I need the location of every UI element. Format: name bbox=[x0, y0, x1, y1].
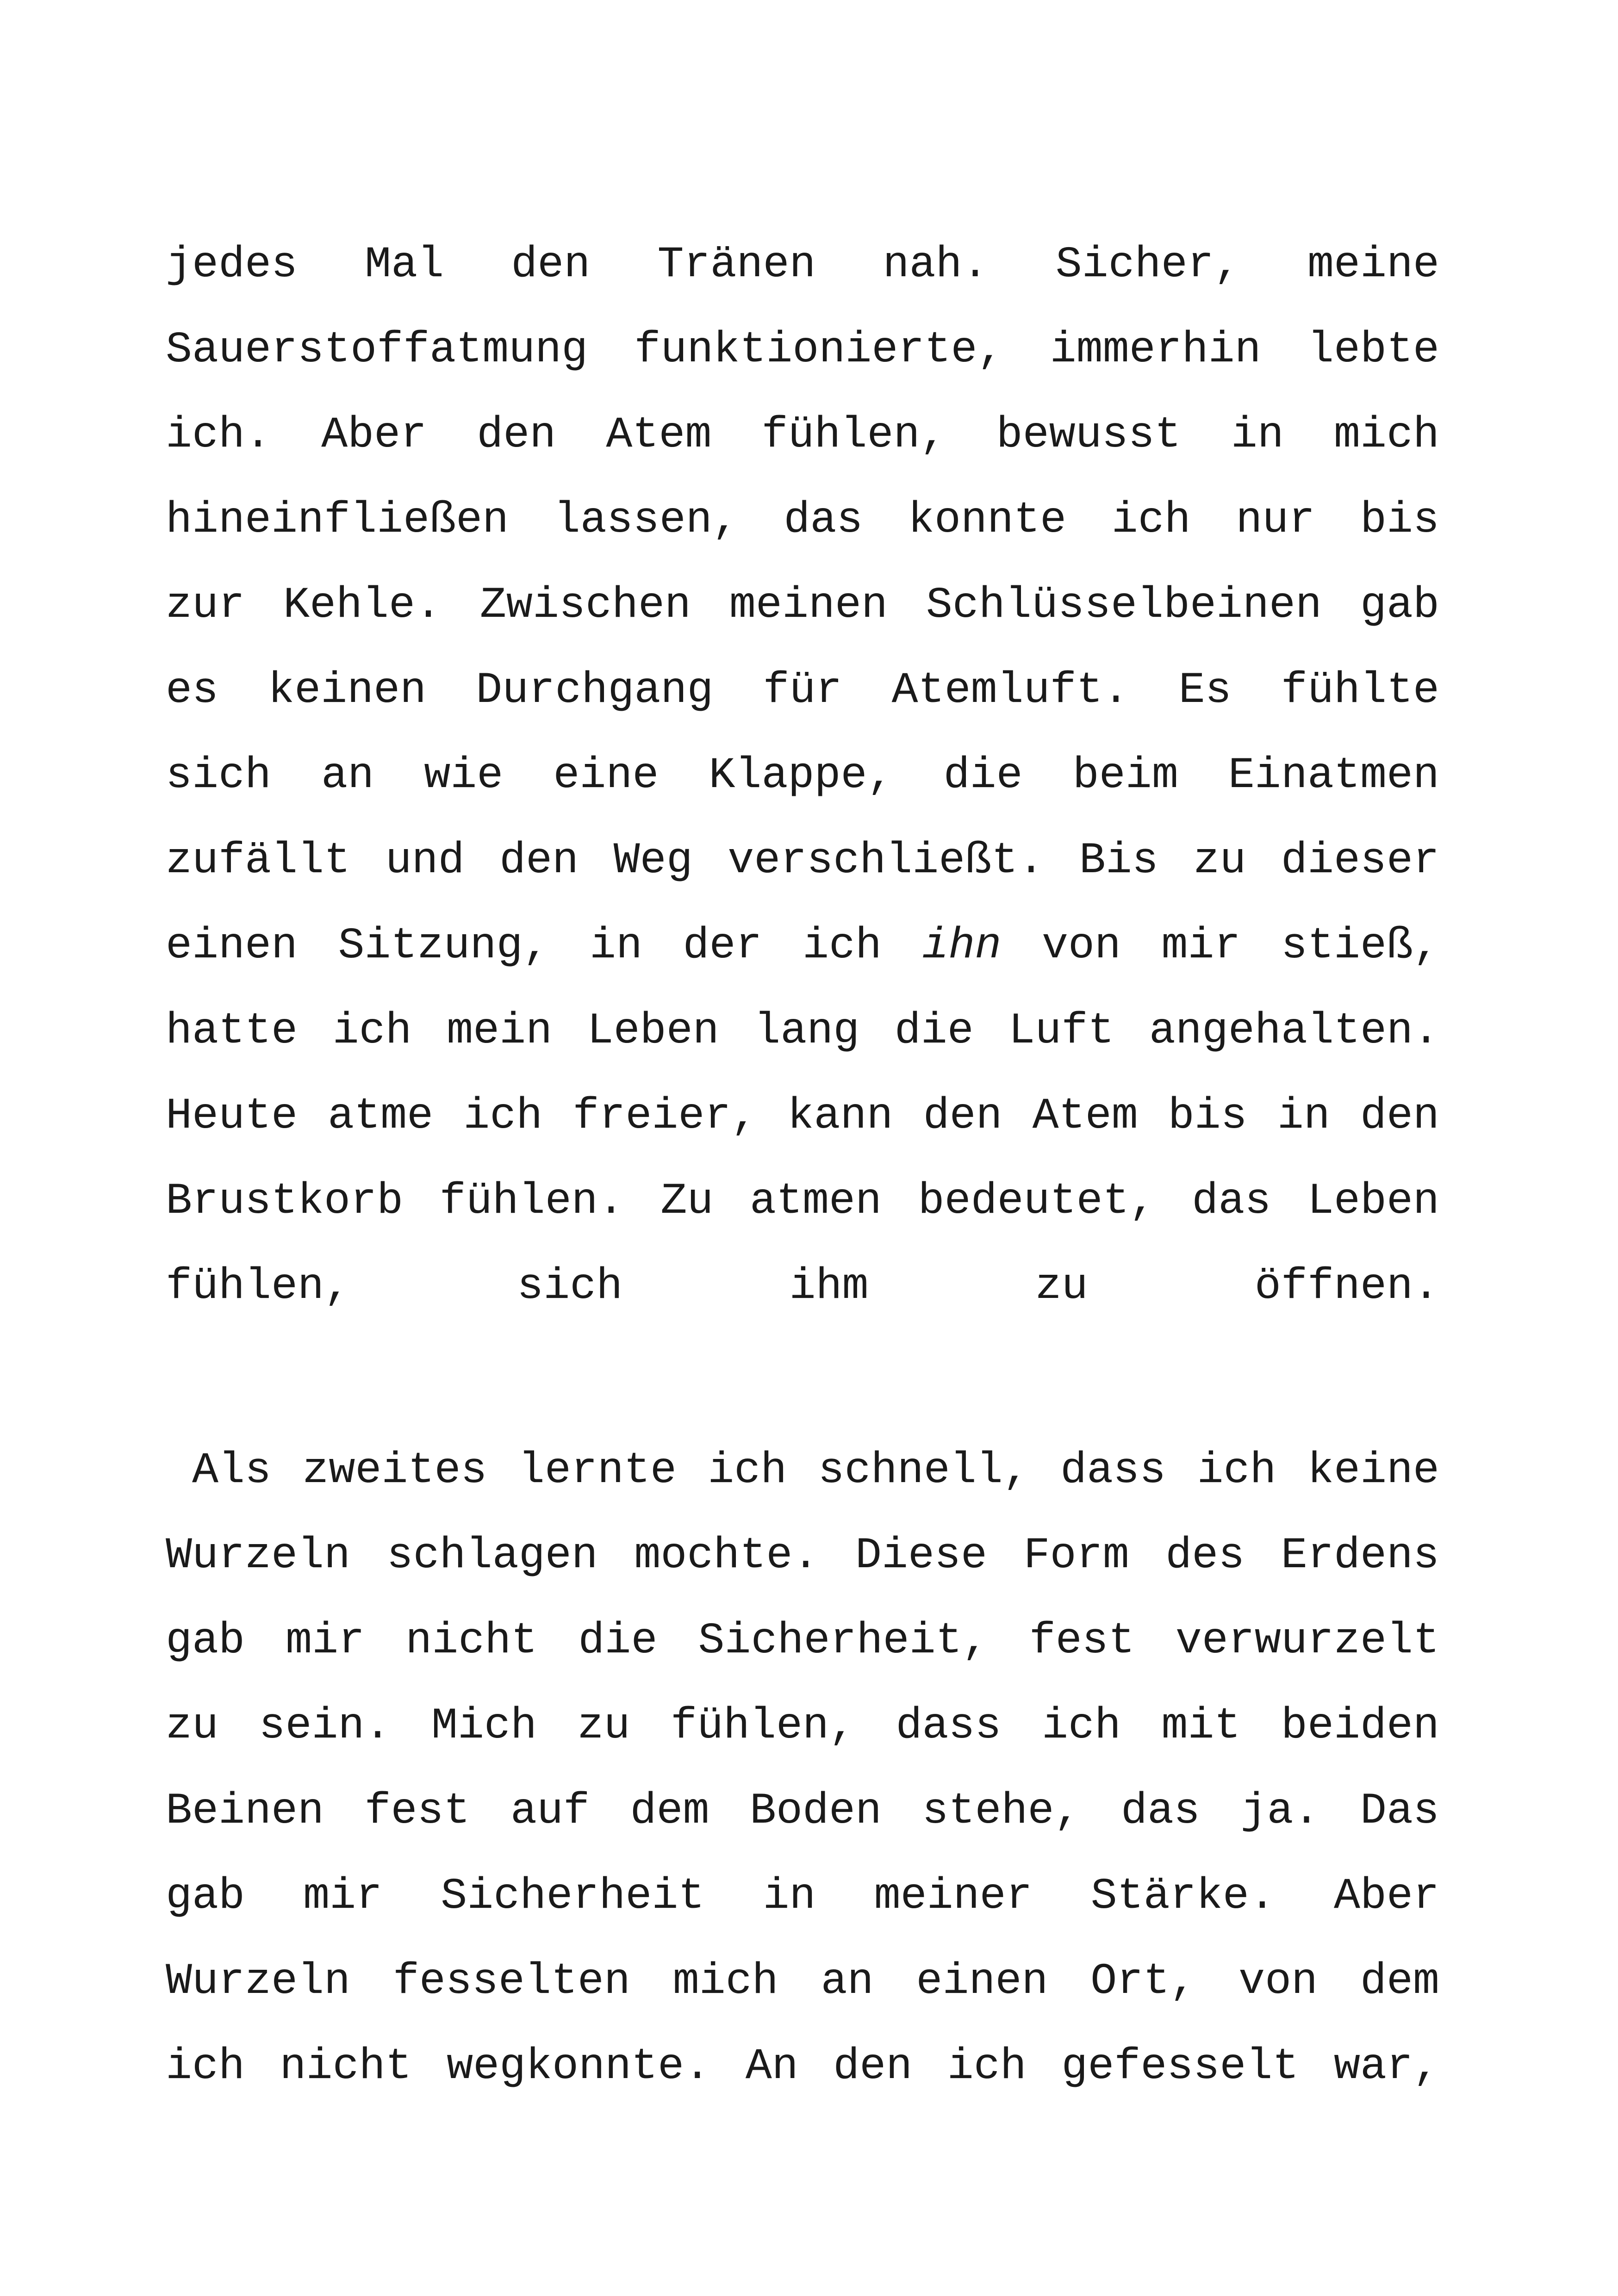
text-line: hatte ich mein Leben lang die Luft angehalten. bbox=[166, 1006, 1439, 1056]
text-line: gab mir nicht die Sicherheit, fest verwurzelt bbox=[166, 1616, 1439, 1666]
paragraph-2 bbox=[166, 1428, 1439, 2109]
text-line: jedes Mal den Tränen nah. Sicher, meine bbox=[166, 240, 1439, 290]
text-line: Sauerstoffatmung funktionierte, immerhin lebte bbox=[166, 325, 1439, 375]
text-line: gab mir Sicherheit in meiner Stärke. Aber bbox=[166, 1871, 1439, 1921]
text-line: ich nicht wegkonnte. An den ich gefesselt war, bbox=[166, 2042, 1439, 2091]
paragraph-1 bbox=[166, 222, 1439, 1329]
text-line: es keinen Durchgang für Atemluft. Es fühlte bbox=[166, 665, 1439, 715]
text-line: zufällt und den Weg verschließt. Bis zu dieser bbox=[166, 836, 1439, 886]
text-line: fühlen, sich ihm zu öffnen. bbox=[166, 1261, 1439, 1311]
text-line: sich an wie eine Klappe, die beim Einatmen bbox=[166, 751, 1439, 800]
text-line: Brustkorb fühlen. Zu atmen bedeutet, das Leben bbox=[166, 1176, 1439, 1226]
text-fragment: einen Sitzung, in der ich bbox=[166, 921, 922, 971]
text-line-with-emphasis bbox=[166, 903, 1439, 988]
text-line: hineinfließen lassen, das konnte ich nur bis bbox=[166, 495, 1439, 545]
text-line: zu sein. Mich zu fühlen, dass ich mit beiden bbox=[166, 1701, 1439, 1751]
text-line: Als zweites lernte ich schnell, dass ich keine bbox=[192, 1446, 1439, 1496]
text-line: Wurzeln fesselten mich an einen Ort, von dem bbox=[166, 1956, 1439, 2006]
text-line: ich. Aber den Atem fühlen, bewusst in mich bbox=[166, 410, 1439, 460]
text-line: Beinen fest auf dem Boden stehe, das ja. Das bbox=[166, 1786, 1439, 1836]
text-line: Wurzeln schlagen mochte. Diese Form des Erdens bbox=[166, 1531, 1439, 1581]
text-line: Heute atme ich freier, kann den Atem bis in den bbox=[166, 1091, 1439, 1141]
text-line: zur Kehle. Zwischen meinen Schlüsselbeinen gab bbox=[166, 580, 1439, 630]
emphasized-word: ihn bbox=[922, 921, 1002, 971]
text-fragment: von mir stieß, bbox=[1001, 921, 1439, 971]
